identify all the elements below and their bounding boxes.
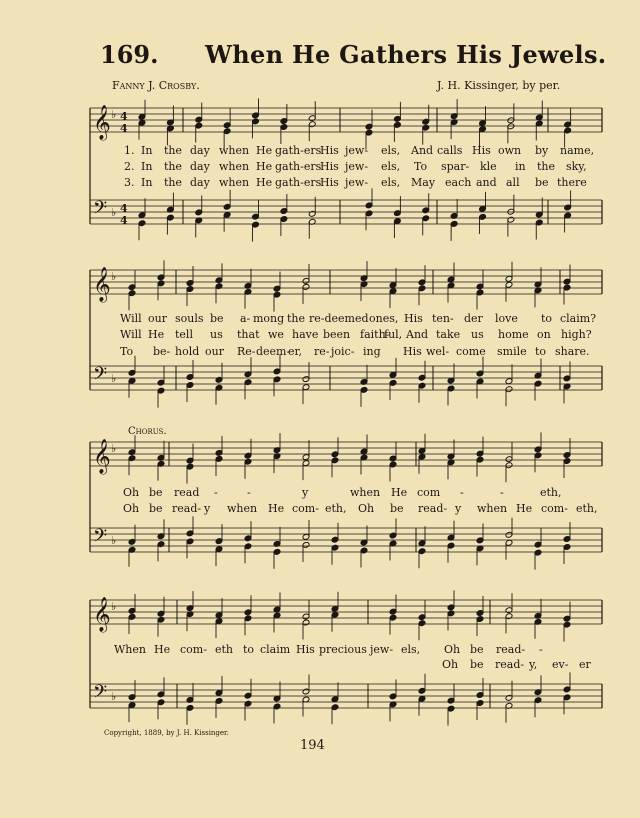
syllable: ful,: [384, 328, 403, 341]
syllable: smile: [497, 345, 527, 358]
syllable: on: [537, 328, 551, 341]
syllable: by: [535, 144, 549, 157]
syllable: the: [164, 144, 183, 157]
syllable: -: [539, 643, 543, 656]
flat-sign: ♭: [111, 442, 117, 455]
time-signature: 4: [120, 122, 128, 135]
syllable: And: [406, 328, 429, 341]
syllable: the: [287, 312, 306, 325]
page-number: 194: [300, 738, 325, 753]
time-signature: 4: [120, 110, 128, 123]
syllable: -: [460, 486, 464, 499]
flat-sign: ♭: [111, 270, 117, 283]
syllable: mong: [253, 312, 285, 325]
syllable: ones,: [369, 312, 399, 325]
syllable: be: [470, 643, 484, 656]
syllable: to: [541, 312, 553, 325]
syllable: when: [219, 176, 250, 189]
syllable: re-: [314, 345, 330, 358]
syllable: us: [210, 328, 223, 341]
syllable: gath-ers: [275, 160, 322, 173]
syllable: His: [404, 312, 423, 325]
syllable: when: [227, 502, 258, 515]
syllable: He: [256, 144, 273, 157]
syllable: we: [268, 328, 284, 341]
syllable: when: [477, 502, 508, 515]
bass-clef: 𝄢: [93, 526, 108, 551]
syllable: calls: [437, 144, 463, 157]
verse-3-line-1: [0, 176, 640, 190]
syllable: deem-: [256, 345, 291, 358]
treble-clef: 𝄞: [93, 105, 111, 140]
syllable: jew-: [345, 160, 369, 173]
syllable: He: [256, 176, 273, 189]
syllable: ev-: [552, 658, 569, 671]
syllable: hold: [175, 345, 200, 358]
syllable: ing: [363, 345, 381, 358]
syllable: In: [141, 176, 153, 189]
syllable: read-: [496, 643, 526, 656]
syllable: He: [268, 502, 285, 515]
hymn-title: When He Gathers His Jewels.: [205, 40, 607, 69]
syllable: a-: [240, 312, 251, 325]
syllable: To: [120, 345, 134, 358]
syllable: be: [149, 486, 163, 499]
bass-clef: 𝄢: [93, 682, 108, 707]
syllable: In: [141, 144, 153, 157]
treble-clef: 𝄞: [93, 597, 111, 632]
syllable: Oh: [358, 502, 375, 515]
syllable: 1.: [124, 144, 135, 157]
flat-sign: ♭: [111, 534, 117, 547]
flat-sign: ♭: [111, 690, 117, 703]
verse-1-line-2: [0, 312, 640, 326]
syllable: He: [148, 328, 165, 341]
flat-sign: ♭: [111, 206, 117, 219]
syllable: to: [243, 643, 255, 656]
syllable: that: [237, 328, 260, 341]
syllable: all: [506, 176, 520, 189]
syllable: To: [414, 160, 428, 173]
syllable: He: [391, 486, 408, 499]
syllable: tell: [175, 328, 193, 341]
syllable: be: [210, 312, 224, 325]
syllable: take: [436, 328, 461, 341]
syllable: the: [537, 160, 556, 173]
time-signature: 4: [120, 202, 128, 215]
syllable: name,: [560, 144, 595, 157]
syllable: read-: [495, 658, 525, 671]
syllable: gath-ers: [275, 144, 322, 157]
syllable: ten-: [432, 312, 454, 325]
syllable: com: [417, 486, 441, 499]
syllable: And: [411, 144, 434, 157]
syllable: home: [498, 328, 529, 341]
composer-credit: J. H. Kissinger, by per.: [437, 79, 561, 92]
syllable: er,: [288, 345, 303, 358]
syllable: faith-: [360, 328, 390, 341]
syllable: when: [350, 486, 381, 499]
syllable: been: [323, 328, 351, 341]
syllable: day: [190, 160, 210, 173]
verse-3-line-2: [0, 345, 640, 359]
syllable: y: [204, 502, 211, 515]
syllable: He: [516, 502, 533, 515]
syllable: there: [557, 176, 587, 189]
syllable: When: [114, 643, 146, 656]
syllable: have: [292, 328, 319, 341]
chorus-bass-lyrics: [0, 502, 640, 516]
syllable: re-deemed: [309, 312, 369, 325]
syllable: -: [500, 486, 504, 499]
chorus-label: Chorus.: [128, 426, 167, 437]
syllable: His: [320, 160, 339, 173]
syllable: 2.: [124, 160, 135, 173]
syllable: be: [390, 502, 404, 515]
syllable: y: [455, 502, 462, 515]
syllable: Will: [120, 328, 142, 341]
syllable: els,: [401, 643, 421, 656]
syllable: com-: [292, 502, 319, 515]
syllable: jew-: [345, 176, 369, 189]
syllable: souls: [175, 312, 204, 325]
syllable: read-: [418, 502, 448, 515]
syllable: els,: [381, 176, 401, 189]
syllable: gath-ers: [275, 176, 322, 189]
syllable: His: [472, 144, 491, 157]
syllable: Oh: [123, 486, 140, 499]
copyright-notice: Copyright, 1889, by J. H. Kissinger.: [104, 729, 229, 737]
syllable: day: [190, 144, 210, 157]
syllable: love: [495, 312, 518, 325]
syllable: when: [219, 160, 250, 173]
syllable: be: [535, 176, 549, 189]
syllable: com-: [541, 502, 568, 515]
syllable: eth,: [540, 486, 562, 499]
syllable: Oh: [123, 502, 140, 515]
author-credit: Fanny J. Crosby.: [112, 79, 200, 92]
syllable: Will: [120, 312, 142, 325]
syllable: -: [247, 486, 251, 499]
syllable: each: [445, 176, 472, 189]
verse-1-line-1: [0, 144, 640, 158]
syllable: spar-: [441, 160, 470, 173]
syllable: jew-: [345, 144, 369, 157]
syllable: in: [515, 160, 526, 173]
syllable: share.: [555, 345, 590, 358]
verse-2-line-1: [0, 160, 640, 174]
treble-clef: 𝄞: [93, 267, 111, 302]
syllable: come: [456, 345, 486, 358]
syllable: Oh: [444, 643, 461, 656]
syllable: the: [164, 176, 183, 189]
syllable: eth,: [576, 502, 598, 515]
syllable: be: [470, 658, 484, 671]
syllable: He: [154, 643, 171, 656]
syllable: claim: [260, 643, 291, 656]
syllable: er: [579, 658, 591, 671]
syllable: own: [498, 144, 522, 157]
syllable: He: [256, 160, 273, 173]
syllable: joic-: [331, 345, 355, 358]
flat-sign: ♭: [111, 372, 117, 385]
bass-clef: 𝄢: [93, 198, 108, 223]
syllable: the: [164, 160, 183, 173]
syllable: be: [149, 502, 163, 515]
hymn-number: 169.: [100, 40, 159, 69]
syllable: Re-: [237, 345, 256, 358]
syllable: jew-: [370, 643, 394, 656]
syllable: read: [174, 486, 200, 499]
syllable: His: [320, 176, 339, 189]
syllable: In: [141, 160, 153, 173]
system4-bass-lyrics: [0, 658, 640, 672]
syllable: be-: [153, 345, 171, 358]
syllable: com-: [180, 643, 207, 656]
syllable: when: [219, 144, 250, 157]
chorus-treble-lyrics: [0, 486, 640, 500]
syllable: His: [296, 643, 315, 656]
syllable: eth: [215, 643, 234, 656]
syllable: wel-: [426, 345, 450, 358]
syllable: kle: [480, 160, 497, 173]
treble-clef: 𝄞: [93, 439, 111, 474]
syllable: y,: [529, 658, 538, 671]
syllable: -: [214, 486, 218, 499]
syllable: May: [411, 176, 436, 189]
syllable: to: [535, 345, 547, 358]
syllable: 3.: [124, 176, 135, 189]
syllable: claim?: [560, 312, 597, 325]
syllable: sky,: [566, 160, 587, 173]
time-signature: 4: [120, 214, 128, 227]
verse-2-line-2: [0, 328, 640, 342]
syllable: Oh: [442, 658, 459, 671]
syllable: y: [302, 486, 309, 499]
syllable: our: [148, 312, 167, 325]
syllable: eth,: [325, 502, 347, 515]
syllable: read-: [172, 502, 202, 515]
syllable: His: [403, 345, 422, 358]
syllable: els,: [381, 160, 401, 173]
syllable: day: [190, 176, 210, 189]
syllable: His: [320, 144, 339, 157]
flat-sign: ♭: [111, 108, 117, 121]
syllable: and: [476, 176, 497, 189]
syllable: precious: [319, 643, 367, 656]
flat-sign: ♭: [111, 600, 117, 613]
syllable: our: [205, 345, 224, 358]
bass-clef: 𝄢: [93, 364, 108, 389]
syllable: us: [471, 328, 484, 341]
syllable: high?: [561, 328, 592, 341]
syllable: els,: [381, 144, 401, 157]
system4-treble-lyrics: [0, 643, 640, 657]
syllable: der: [464, 312, 483, 325]
